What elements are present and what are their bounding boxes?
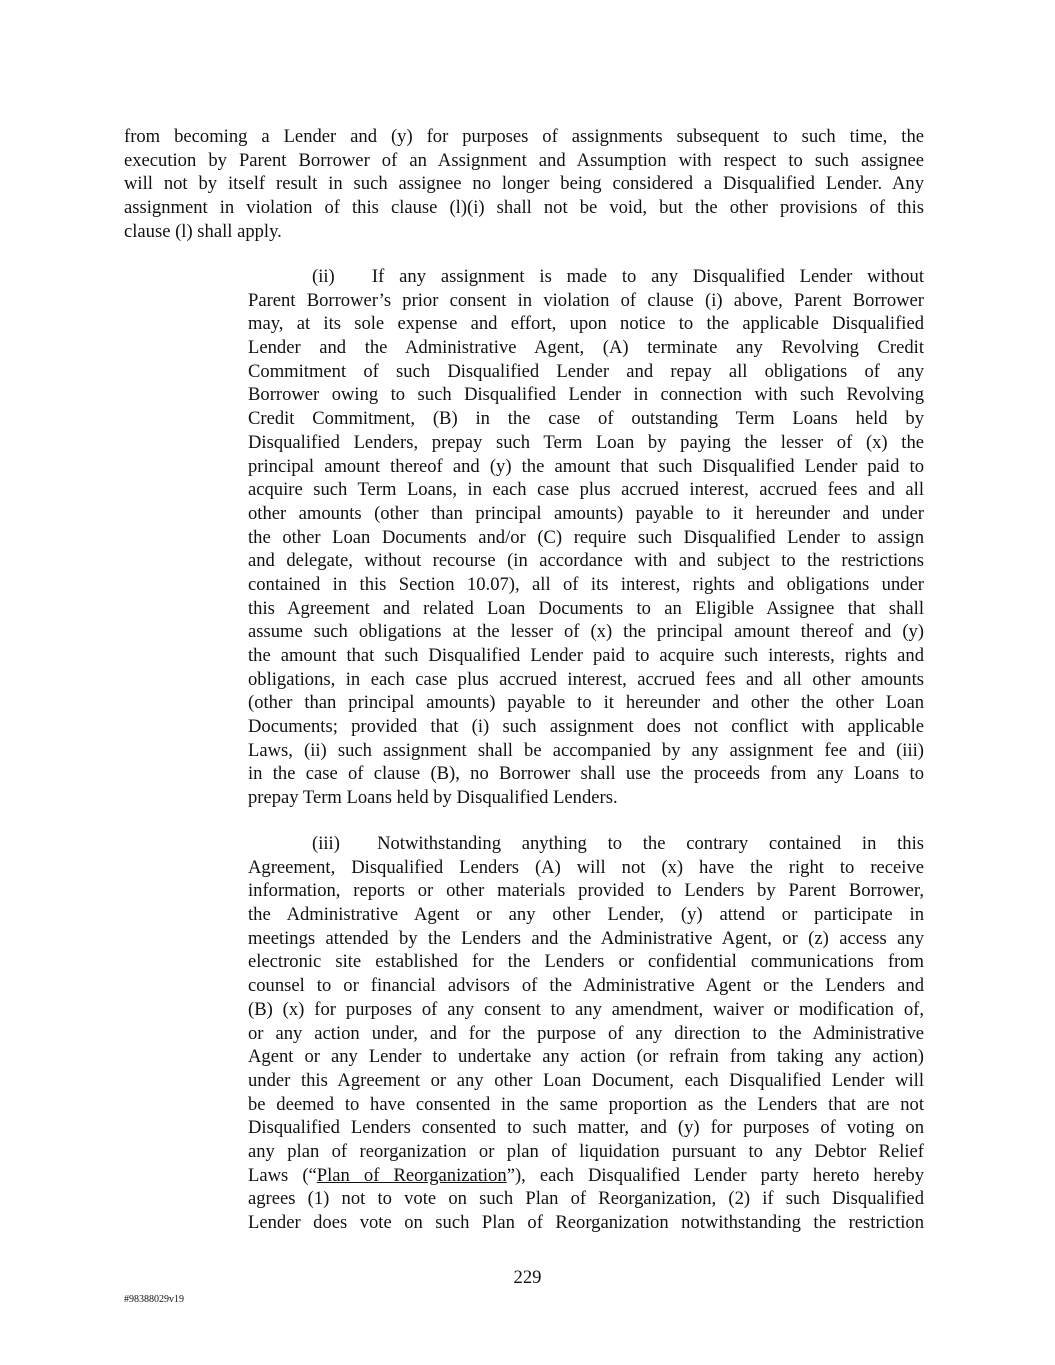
page-number: 229: [513, 1267, 542, 1288]
text-line: counsel to or financial advisors of the Administrative Agent or the Lenders and: [248, 975, 924, 997]
text-line: Laws, (ii) such assignment shall be accompanied by any assignment fee and (iii): [248, 739, 924, 761]
document-id: #98388029v19: [124, 1294, 184, 1305]
text-line: acquire such Term Loans, in each case plus accrued interest, accrued fees and all: [248, 479, 924, 501]
text-line: this Agreement and related Loan Documents to an Eligible Assignee that shall: [248, 597, 924, 619]
text-line: information, reports or other materials provided to Lenders by Parent Borrower,: [248, 880, 924, 902]
paragraph-clause-ii: [248, 265, 924, 810]
paragraph-continuation: [124, 125, 924, 243]
text-line: assume such obligations at the lesser of (x) the principal amount thereof and (y): [248, 621, 924, 643]
text-line: agrees (1) not to vote on such Plan of Reorganization, (2) if such Disqualified: [248, 1188, 924, 1210]
text-fragment: Laws (“: [248, 1164, 317, 1186]
text-line: Documents; provided that (i) such assignment does not conflict with applicable: [248, 716, 924, 738]
text-line: in the case of clause (B), no Borrower shall use the proceeds from any Loans to: [248, 763, 924, 785]
text-line: the other Loan Documents and/or (C) require such Disqualified Lender to assign: [248, 526, 924, 548]
text-line: the Administrative Agent or any other Lender, (y) attend or participate in: [248, 904, 924, 926]
text-line: contained in this Section 10.07), all of its interest, rights and obligations under: [248, 573, 924, 595]
text-line: may, at its sole expense and effort, upon notice to the applicable Disqualified: [248, 313, 924, 335]
text-line: (B) (x) for purposes of any consent to any amendment, waiver or modification of,: [248, 998, 924, 1020]
text-line: meetings attended by the Lenders and the Administrative Agent, or (z) access any: [248, 927, 924, 949]
text-line: or any action under, and for the purpose of any direction to the Administrative: [248, 1022, 924, 1044]
text-line: any plan of reorganization or plan of liquidation pursuant to any Debtor Relief: [248, 1140, 924, 1162]
text-line: under this Agreement or any other Loan Document, each Disqualified Lender will: [248, 1069, 924, 1091]
paragraph-clause-iii: [248, 832, 924, 1235]
text-line: Borrower owing to such Disqualified Lender in connection with such Revolving: [248, 384, 924, 406]
text-line: principal amount thereof and (y) the amount that such Disqualified Lender paid to: [248, 455, 924, 477]
text-line: be deemed to have consented in the same proportion as the Lenders that are not: [248, 1093, 924, 1115]
text-line: assignment in violation of this clause (l)(i) shall not be void, but the other provisions of this: [124, 197, 924, 219]
text-line: Parent Borrower’s prior consent in violation of clause (i) above, Parent Borrower: [248, 289, 924, 311]
text-line: will not by itself result in such assignee no longer being considered a Disqualified Lender. Any: [124, 173, 924, 195]
text-line: Disqualified Lenders, prepay such Term Loan by paying the lesser of (x) the: [248, 431, 924, 453]
text-line: (ii) If any assignment is made to any Disqualified Lender without: [312, 266, 924, 287]
defined-term-plan-of-reorganization: Plan of Reorganization: [316, 1164, 507, 1186]
text-line: Agent or any Lender to undertake any action (or refrain from taking any action): [248, 1046, 924, 1068]
text-line: Credit Commitment, (B) in the case of outstanding Term Loans held by: [248, 408, 924, 430]
text-line: electronic site established for the Lenders or confidential communications from: [248, 951, 924, 973]
text-line: from becoming a Lender and (y) for purposes of assignments subsequent to such time, the: [124, 126, 924, 147]
text-line: the amount that such Disqualified Lender paid to acquire such interests, rights and: [248, 645, 924, 666]
text-line: prepay Term Loans held by Disqualified Lenders.: [248, 787, 618, 809]
text-line: and delegate, without recourse (in accordance with and subject to the restrictions: [248, 550, 924, 572]
text-line: obligations, in each case plus accrued interest, accrued fees and all other amounts: [248, 668, 924, 690]
text-line: (iii) Notwithstanding anything to the contrary contained in this: [312, 833, 924, 854]
text-line: Agreement, Disqualified Lenders (A) will not (x) have the right to receive: [248, 856, 924, 878]
text-fragment: ”), each Disqualified Lender party hereto hereby: [506, 1164, 925, 1186]
text-line: clause (l) shall apply.: [124, 220, 282, 242]
text-line: Lender and the Administrative Agent, (A) terminate any Revolving Credit: [248, 337, 924, 359]
text-line: Lender does vote on such Plan of Reorganization notwithstanding the restriction: [248, 1212, 924, 1233]
text-line: Disqualified Lenders consented to such matter, and (y) for purposes of voting on: [248, 1117, 924, 1139]
text-line: Commitment of such Disqualified Lender and repay all obligations of any: [248, 360, 924, 382]
text-line: execution by Parent Borrower of an Assignment and Assumption with respect to such assignee: [124, 149, 924, 171]
text-line-defined-term: [248, 1164, 924, 1188]
text-line: other amounts (other than principal amounts) payable to it hereunder and under: [248, 502, 924, 524]
text-line: (other than principal amounts) payable to it hereunder and other the other Loan: [248, 692, 924, 714]
